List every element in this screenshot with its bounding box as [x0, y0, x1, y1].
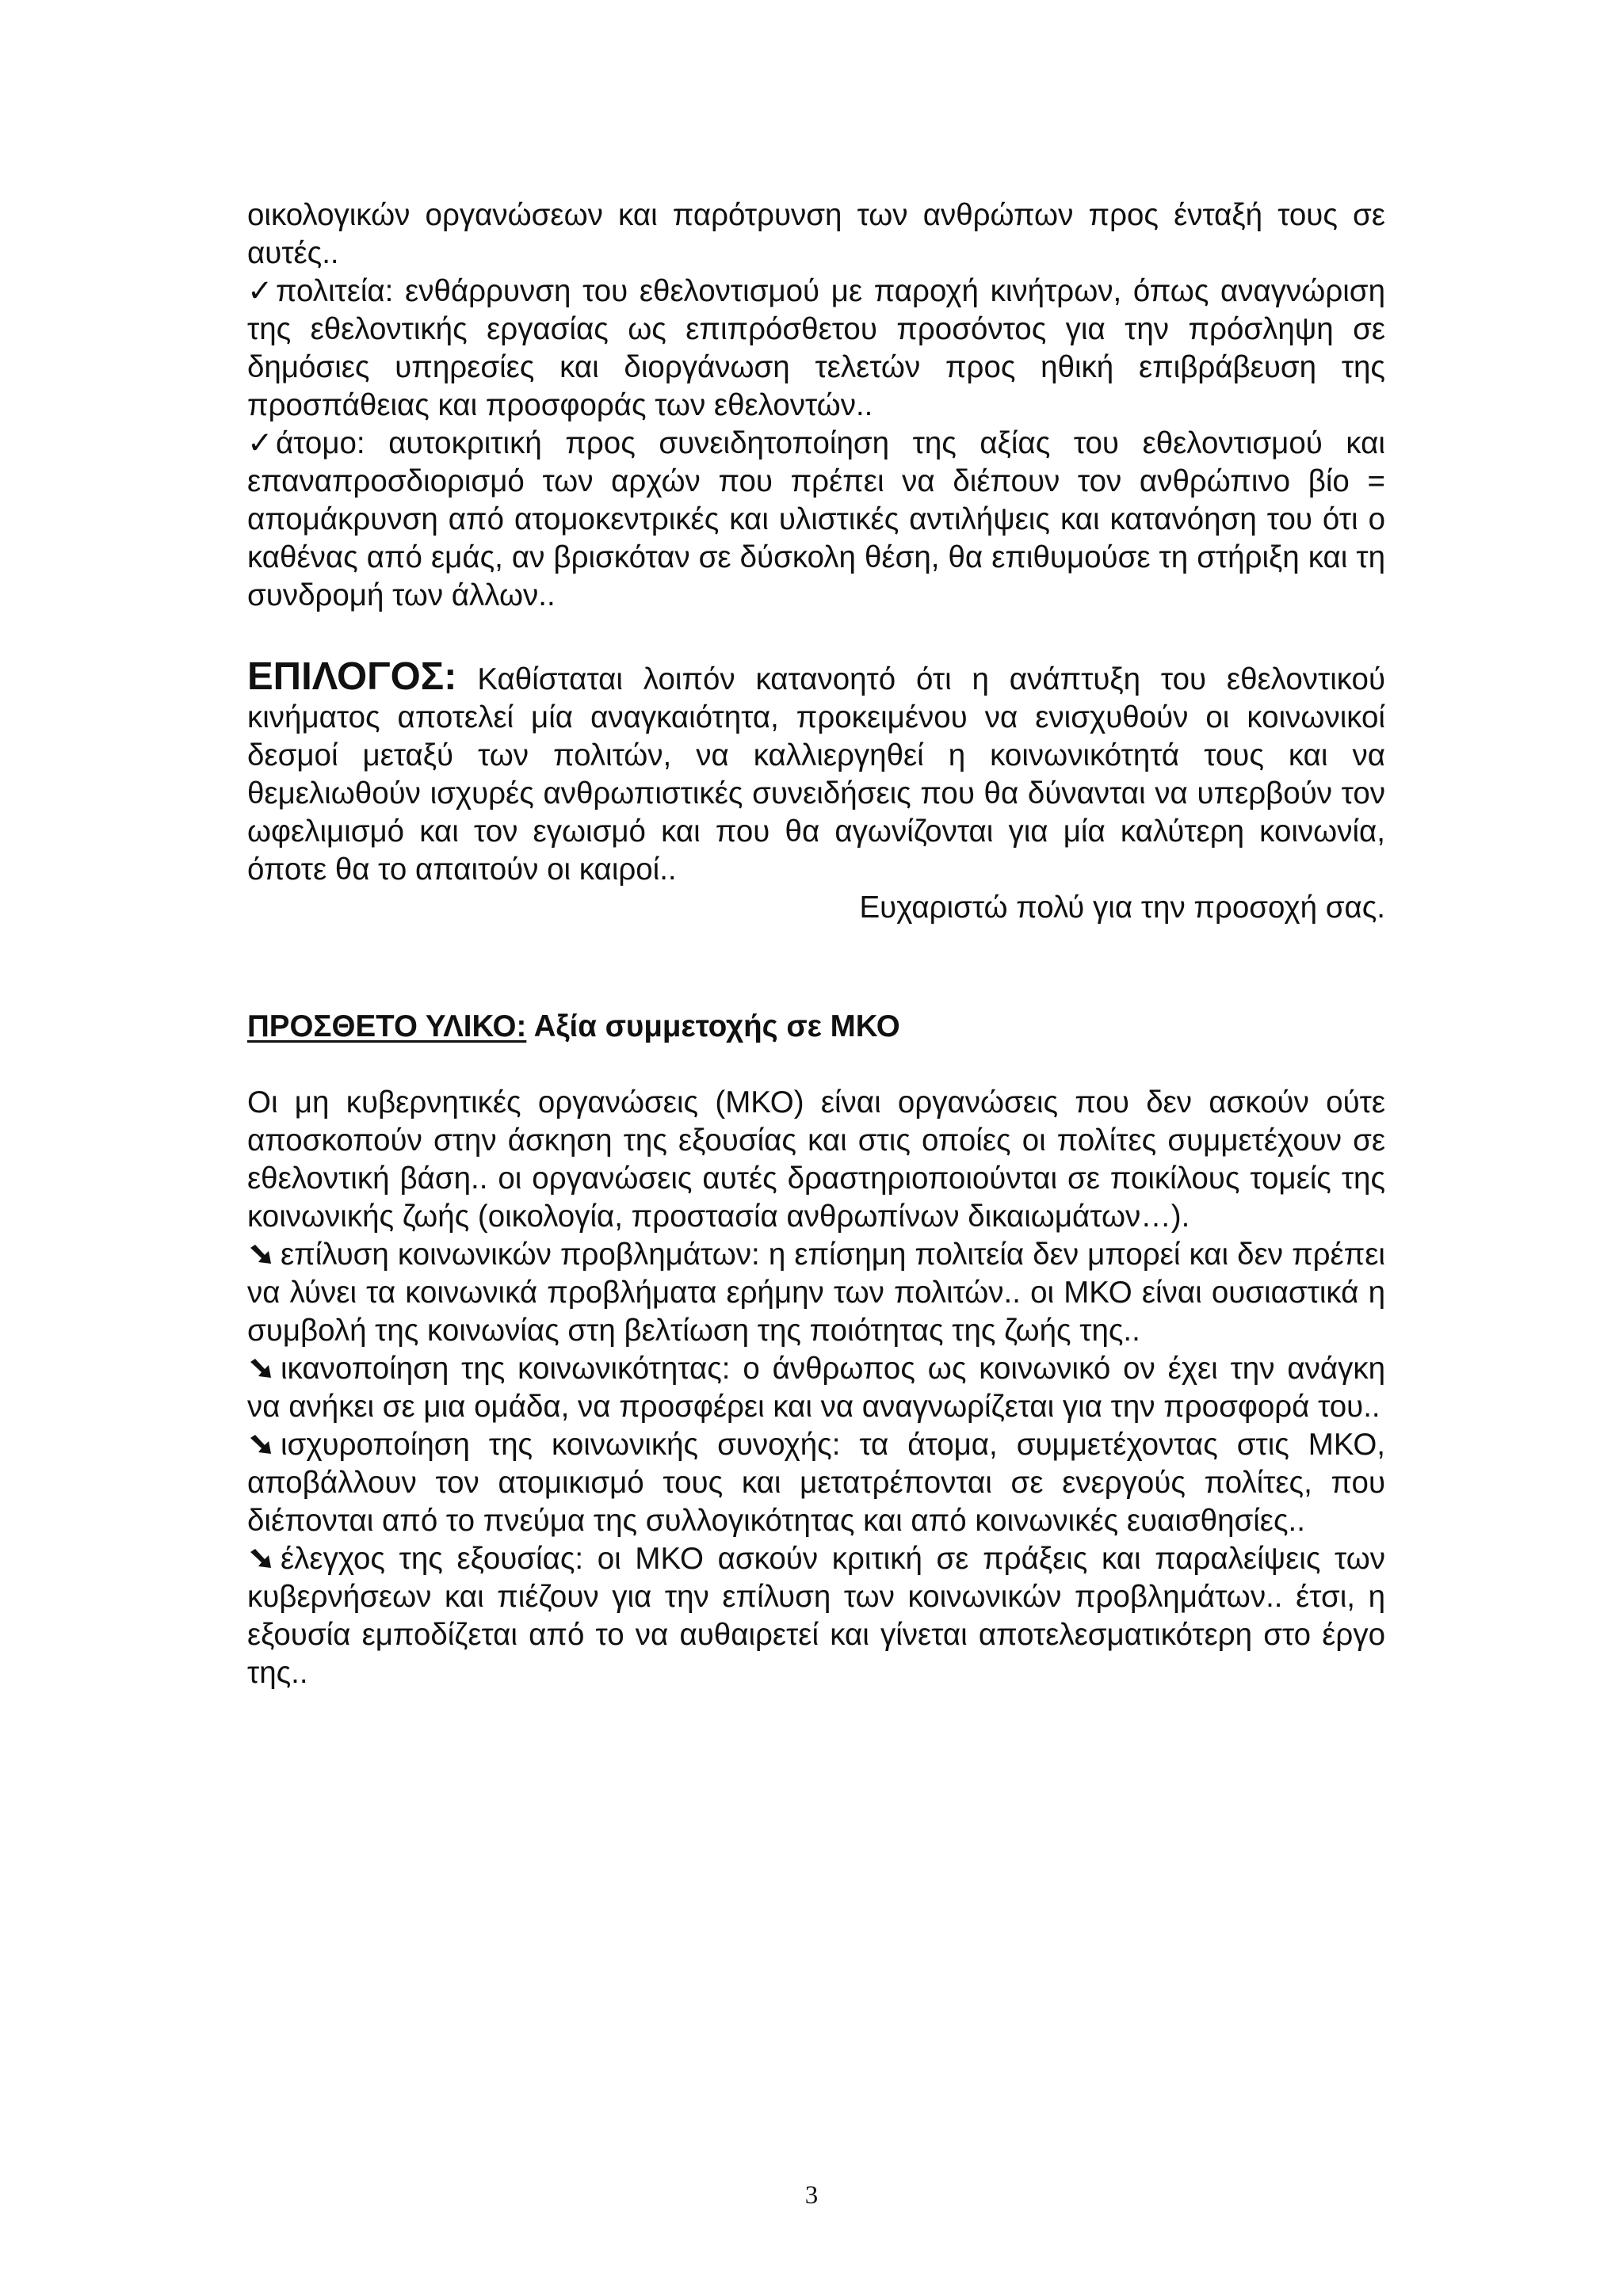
- epilogue-paragraph: [247, 655, 1385, 889]
- arrow-down-right-icon: [247, 1357, 277, 1381]
- paragraph-continuation: οικολογικών οργανώσεων και παρότρυνση των ανθρώπων προς ένταξή τους σε αυτές..: [247, 198, 1385, 270]
- arrow-down-right-icon: [247, 1243, 277, 1267]
- section-heading: Αξία συμμετοχής σε ΜΚΟ: [526, 1009, 900, 1043]
- check-mark-icon: ✓: [247, 273, 273, 309]
- list-item-text: ισχυροποίηση της κοινωνικής συνοχής: τα άτομα, συμμετέχοντας στις ΜΚΟ, αποβάλλουν τον ατομικισμό τους και μετατρέπονται σε ενεργούς πολίτες, που διέπονται από το πνεύμα της συλλογικότητας και από κοινωνικές ευαισθησίες..: [247, 1428, 1385, 1538]
- list-item-politeia: [247, 273, 1385, 425]
- check-mark-icon: ✓: [247, 425, 273, 461]
- list-item-atomo: [247, 425, 1385, 615]
- list-item: [247, 1236, 1385, 1350]
- arrow-down-right-icon: [247, 1547, 277, 1571]
- section-title: [247, 1008, 1385, 1046]
- page-number: 3: [804, 2181, 819, 2210]
- epilogue-heading: ΕΠΙΛΟΓΟΣ:: [247, 655, 457, 698]
- thanks-line: Ευχαριστώ πολύ για την προσοχή σας.: [859, 891, 1385, 925]
- list-item-politeia-text: πολιτεία: ενθάρρυνση του εθελοντισμού με παροχή κινήτρων, όπως αναγνώριση της εθελοντικής εργασίας ως επιπρόσθετου προσόντος για την πρόσληψη σε δημόσιες υπηρεσίες και διοργάνωση τελετών προς ηθική επιβράβευση της προσπάθειας και προσφοράς των εθελοντών..: [247, 274, 1385, 422]
- document-page: [247, 196, 1385, 1692]
- section-label: ΠΡΟΣΘΕΤΟ ΥΛΙΚΟ:: [247, 1009, 527, 1043]
- intro-paragraph: Οι μη κυβερνητικές οργανώσεις (ΜΚΟ) είναι οργανώσεις που δεν ασκούν ούτε αποσκοπούν στην άσκηση της εξουσίας και στις οποίες οι πολίτες συμμετέχουν σε εθελοντική βάση.. οι οργανώσεις αυτές δραστηριοποιούνται σε ποικίλους τομείς της κοινωνικής ζωής (οικολογία, προστασία ανθρωπίνων δικαιωμάτων…).: [247, 1085, 1385, 1234]
- epilogue-text: Καθίσταται λοιπόν κατανοητό ότι η ανάπτυξη του εθελοντικού κινήματος αποτελεί μία αναγκαιότητα, προκειμένου να ενισχυθούν οι κοινωνικοί δεσμοί μεταξύ των πολιτών, να καλλιεργηθεί η κοινωνικότητά τους και να θεμελιωθούν ισχυρές ανθρωπιστικές συνειδήσεις που θα δύνανται να υπερβούν τον ωφελιμισμό και τον εγωισμό και που θα αγωνίζονται για μία καλύτερη κοινωνία, όποτε θα το απαιτούν οι καιροί..: [247, 662, 1385, 887]
- list-item-text: επίλυση κοινωνικών προβλημάτων: η επίσημη πολιτεία δεν μπορεί και δεν πρέπει να λύνει τα κοινωνικά προβλήματα ερήμην των πολιτών.. οι ΜΚΟ είναι ουσιαστικά η συμβολή της κοινωνίας στη βελτίωση της ποιότητας της ζωής της..: [247, 1238, 1385, 1348]
- list-item: [247, 1350, 1385, 1426]
- list-item-text: έλεγχος της εξουσίας: οι ΜΚΟ ασκούν κριτική σε πράξεις και παραλείψεις των κυβερνήσεων και πιέζουν για την επίλυση των κοινωνικών προβλημάτων.. έτσι, η εξουσία εμποδίζεται από το να αυθαιρετεί και γίνεται αποτελεσματικότερη στο έργο της..: [247, 1542, 1385, 1690]
- list-item: [247, 1426, 1385, 1540]
- arrow-down-right-icon: [247, 1433, 277, 1457]
- list-item: [247, 1540, 1385, 1692]
- list-item-atomo-text: άτομο: αυτοκριτική προς συνειδητοποίηση της αξίας του εθελοντισμού και επαναπροσδιορισμό των αρχών που πρέπει να διέπουν τον ανθρώπινο βίο = απομάκρυνση από ατομοκεντρικές και υλιστικές αντιλήψεις και κατανόηση του ότι ο καθένας από εμάς, αν βρισκόταν σε δύσκολη θέση, θα επιθυμούσε τη στήριξη και τη συνδρομή των άλλων..: [247, 426, 1385, 612]
- list-item-text: ικανοποίηση της κοινωνικότητας: ο άνθρωπος ως κοινωνικό ον έχει την ανάγκη να ανήκει σε μια ομάδα, να προσφέρει και να αναγνωρίζεται για την προσφορά του..: [247, 1352, 1385, 1424]
